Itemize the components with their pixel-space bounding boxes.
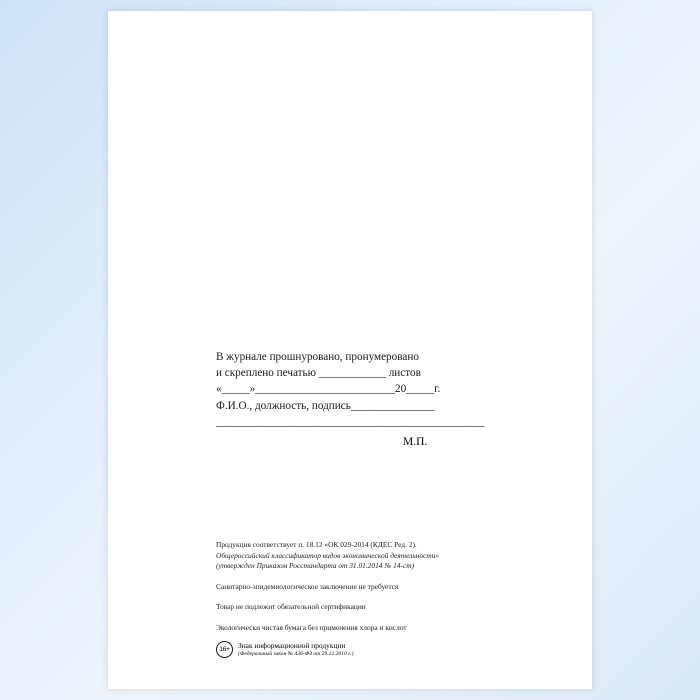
legal-spacer-3 [216, 613, 536, 623]
age-rating-law-reference: (Федеральный закон № 436-ФЗ от 29.12.2010 г.) [238, 651, 354, 658]
seal-line-4-signature: Ф.И.О., должность, подпись_______________ [216, 399, 435, 412]
seal-line-2-suffix: листов [388, 367, 421, 380]
age-rating-icon: 16+ [216, 641, 233, 658]
legal-para2: Санитарно-эпидемиологическое заключение не требуется [216, 581, 399, 591]
seal-line-3-date: «_____»_________________________20_____г. [216, 383, 441, 396]
legal-para3: Товар не подлежит обязательной сертификации [216, 602, 366, 612]
seal-certification-block [216, 349, 546, 430]
legal-spacer-1 [216, 572, 536, 582]
legal-para1-line2: Общероссийский классификатор видов экономической деятельности» [216, 550, 440, 560]
seal-line-5-rule: ________________________________________________ [216, 415, 485, 428]
seal-line-2 [216, 365, 546, 381]
age-rating-row [216, 641, 354, 658]
seal-line-1: В журнале прошнуровано, пронумеровано [216, 351, 419, 363]
document-page [108, 11, 592, 689]
legal-para1-line3: (утвержден Приказом Росстандарта от 31.01.2014 № 14-ст) [216, 561, 415, 571]
age-rating-label: Знак информационной продукции [238, 641, 346, 650]
age-rating-text [238, 641, 354, 658]
seal-line-2-blank: ____________ [318, 367, 386, 380]
legal-spacer-2 [216, 592, 536, 602]
seal-line-2-prefix: и скреплено печатью [216, 367, 316, 380]
stamp-mark: М.П. [403, 436, 428, 448]
legal-notices-block [216, 540, 536, 634]
legal-para1-line1: Продукция соответствует п. 18.12 «ОК 029-2014 (КДЕС Ред. 2). [216, 540, 417, 549]
legal-para4: Экологически чистая бумага без применения хлора и кислот [216, 622, 407, 632]
